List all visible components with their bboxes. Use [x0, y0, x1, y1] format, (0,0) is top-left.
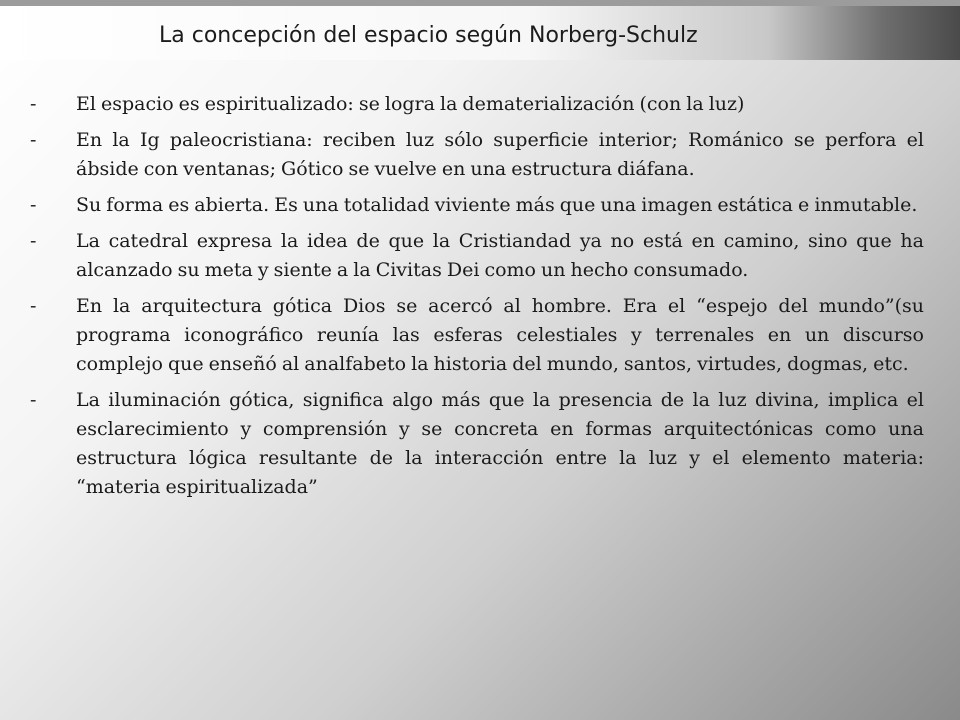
- bullet-marker: -: [30, 389, 37, 411]
- bullet-marker: -: [30, 93, 37, 115]
- bullet-text: En la Ig paleocristiana: reciben luz sólo superficie interior; Románico se perfora el ábside con ventanas; Gótico se vuelve en una estructura diáfana.: [76, 129, 924, 180]
- bullet-item: [0, 126, 960, 184]
- bullet-item: [0, 292, 960, 379]
- slide-title: La concepción del espacio según Norberg-Schulz: [159, 23, 698, 48]
- bullet-text: El espacio es espiritualizado: se logra la dematerialización (con la luz): [76, 93, 745, 115]
- bullet-marker: -: [30, 230, 37, 252]
- bullet-text: La iluminación gótica, significa algo más que la presencia de la luz divina, implica el esclarecimiento y comprensión y se concreta en formas arquitectónicas como una estructura lógica resultante de la interacción entre la luz y el elemento materia: “materia espiritualizada”: [76, 389, 924, 498]
- title-bar: [0, 6, 960, 60]
- bullet-item: [0, 90, 960, 119]
- bullet-text: En la arquitectura gótica Dios se acercó al hombre. Era el “espejo del mundo”(su programa iconográfico reunía las esferas celestiales y terrenales en un discurso complejo que enseñó al analfabeto la historia del mundo, santos, virtudes, dogmas, etc.: [76, 295, 924, 375]
- bullet-text: La catedral expresa la idea de que la Cristiandad ya no está en camino, sino que ha alcanzado su meta y siente a la Civitas Dei como un hecho consumado.: [76, 230, 924, 281]
- bullet-marker: -: [30, 194, 37, 216]
- bullet-marker: -: [30, 129, 37, 151]
- bullet-item: [0, 191, 960, 220]
- bullet-marker: -: [30, 295, 37, 317]
- bullet-list: [0, 90, 960, 509]
- bullet-text: Su forma es abierta. Es una totalidad viviente más que una imagen estática e inmutable.: [76, 194, 918, 216]
- bullet-item: [0, 227, 960, 285]
- bullet-item: [0, 386, 960, 502]
